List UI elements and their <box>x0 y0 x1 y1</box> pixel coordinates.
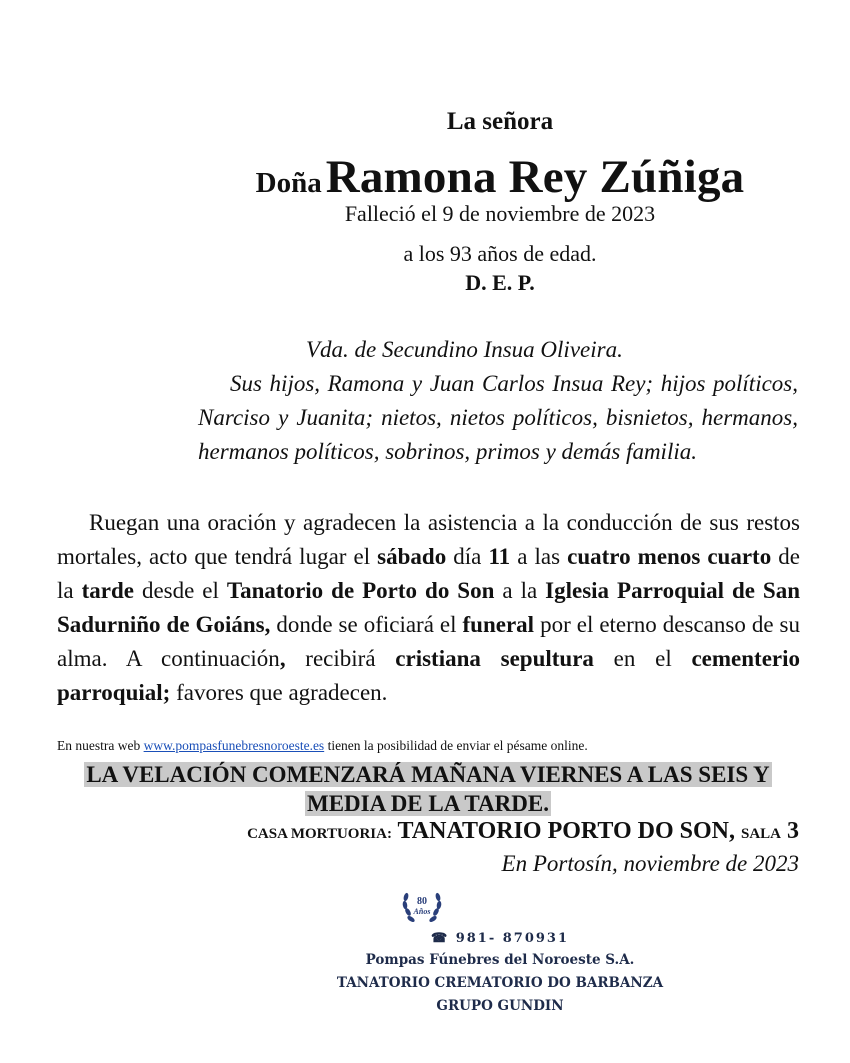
group-name: GRUPO GUNDIN <box>436 998 564 1014</box>
wake-banner-line1: LA VELACIÓN COMENZARÁ MAÑANA VIERNES A LAS SEIS Y <box>86 762 770 787</box>
family-block <box>198 333 798 469</box>
company-info <box>0 949 850 1018</box>
body-part: en el <box>593 646 692 671</box>
casa-place: TANATORIO PORTO DO SON <box>397 818 729 844</box>
wake-banner <box>55 760 801 818</box>
sala-label: SALA <box>740 826 781 842</box>
phone-number <box>0 931 850 946</box>
wake-banner-line2: MEDIA DE LA TARDE. <box>307 791 549 816</box>
body-bold: cementerio parroquial; <box>57 646 801 705</box>
family-list: Sus hijos, Ramona y Juan Carlos Insua Rey; hijos políticos, Narciso y Juanita; nietos, nietos políticos, bisnietos, hermanos, hermanos políticos, sobrinos, primos y demás familia. <box>198 371 798 464</box>
death-date: Falleció el 9 de noviembre de 2023 <box>344 201 656 226</box>
body-bold: sábado <box>377 544 447 569</box>
body-part: recibirá <box>285 646 396 671</box>
body-bold: funeral <box>462 612 535 637</box>
web-suffix: tienen la posibilidad de enviar el pésame online. <box>324 738 588 753</box>
phone-icon: ☎ <box>430 931 450 946</box>
body-bold: Tanatorio de Porto do Son <box>226 578 495 603</box>
crematorio-name: TANATORIO CREMATORIO DO BARBANZA <box>336 975 664 991</box>
body-part: de la <box>57 544 800 603</box>
body-part: donde se oficiará el <box>270 612 463 637</box>
name-main: Ramona Rey Zúñiga <box>325 151 745 203</box>
phone-text: 981- 870931 <box>455 931 570 946</box>
website-link[interactable]: www.pompasfunebresnoroeste.es <box>143 738 325 753</box>
body-bold: , <box>279 646 286 671</box>
heading-lady: La señora <box>446 108 554 135</box>
funeral-home <box>247 818 799 845</box>
deceased-name <box>0 150 850 204</box>
body-part: por el eterno descanso de su alma. A continuación <box>57 612 800 671</box>
body-part: a la <box>494 578 546 603</box>
ceremony-text <box>57 506 800 710</box>
body-part: a las <box>510 544 568 569</box>
body-indent <box>57 510 89 535</box>
body-part: Ruegan una oración y agradecen la asistencia a la conducción de sus restos mortales, acto que tendrá lugar el <box>57 510 800 569</box>
casa-label: CASA MORTUORIA: <box>247 826 392 842</box>
web-prefix: En nuestra web <box>57 738 144 753</box>
body-bold: cuatro menos cuarto <box>567 544 772 569</box>
body-part: día <box>446 544 489 569</box>
laurel-wreath-icon <box>398 882 446 930</box>
company-name: Pompas Fúnebres del Noroeste S.A. <box>365 952 635 968</box>
web-notice <box>57 738 588 754</box>
logo-number: 80 <box>417 896 427 907</box>
place-date: En Portosín, noviembre de 2023 <box>501 851 799 876</box>
body-bold: cristiana sepultura <box>395 646 594 671</box>
age-text: a los 93 años de edad. <box>403 241 597 266</box>
name-prefix: Doña <box>255 167 322 199</box>
logo-word: Años <box>413 907 431 916</box>
body-bold: tarde <box>81 578 134 603</box>
body-part: favores que agradecen. <box>170 680 388 705</box>
body-bold: Iglesia Parroquial de San Sadurniño de Goiáns, <box>57 578 801 637</box>
body-bold: 11 <box>488 544 511 569</box>
casa-comma: , <box>728 818 741 844</box>
body-part: desde el <box>133 578 227 603</box>
sala-number: 3 <box>787 818 799 844</box>
dep-text: D. E. P. <box>465 270 535 295</box>
widow-line: Vda. de Secundino Insua Oliveira. <box>306 337 623 362</box>
